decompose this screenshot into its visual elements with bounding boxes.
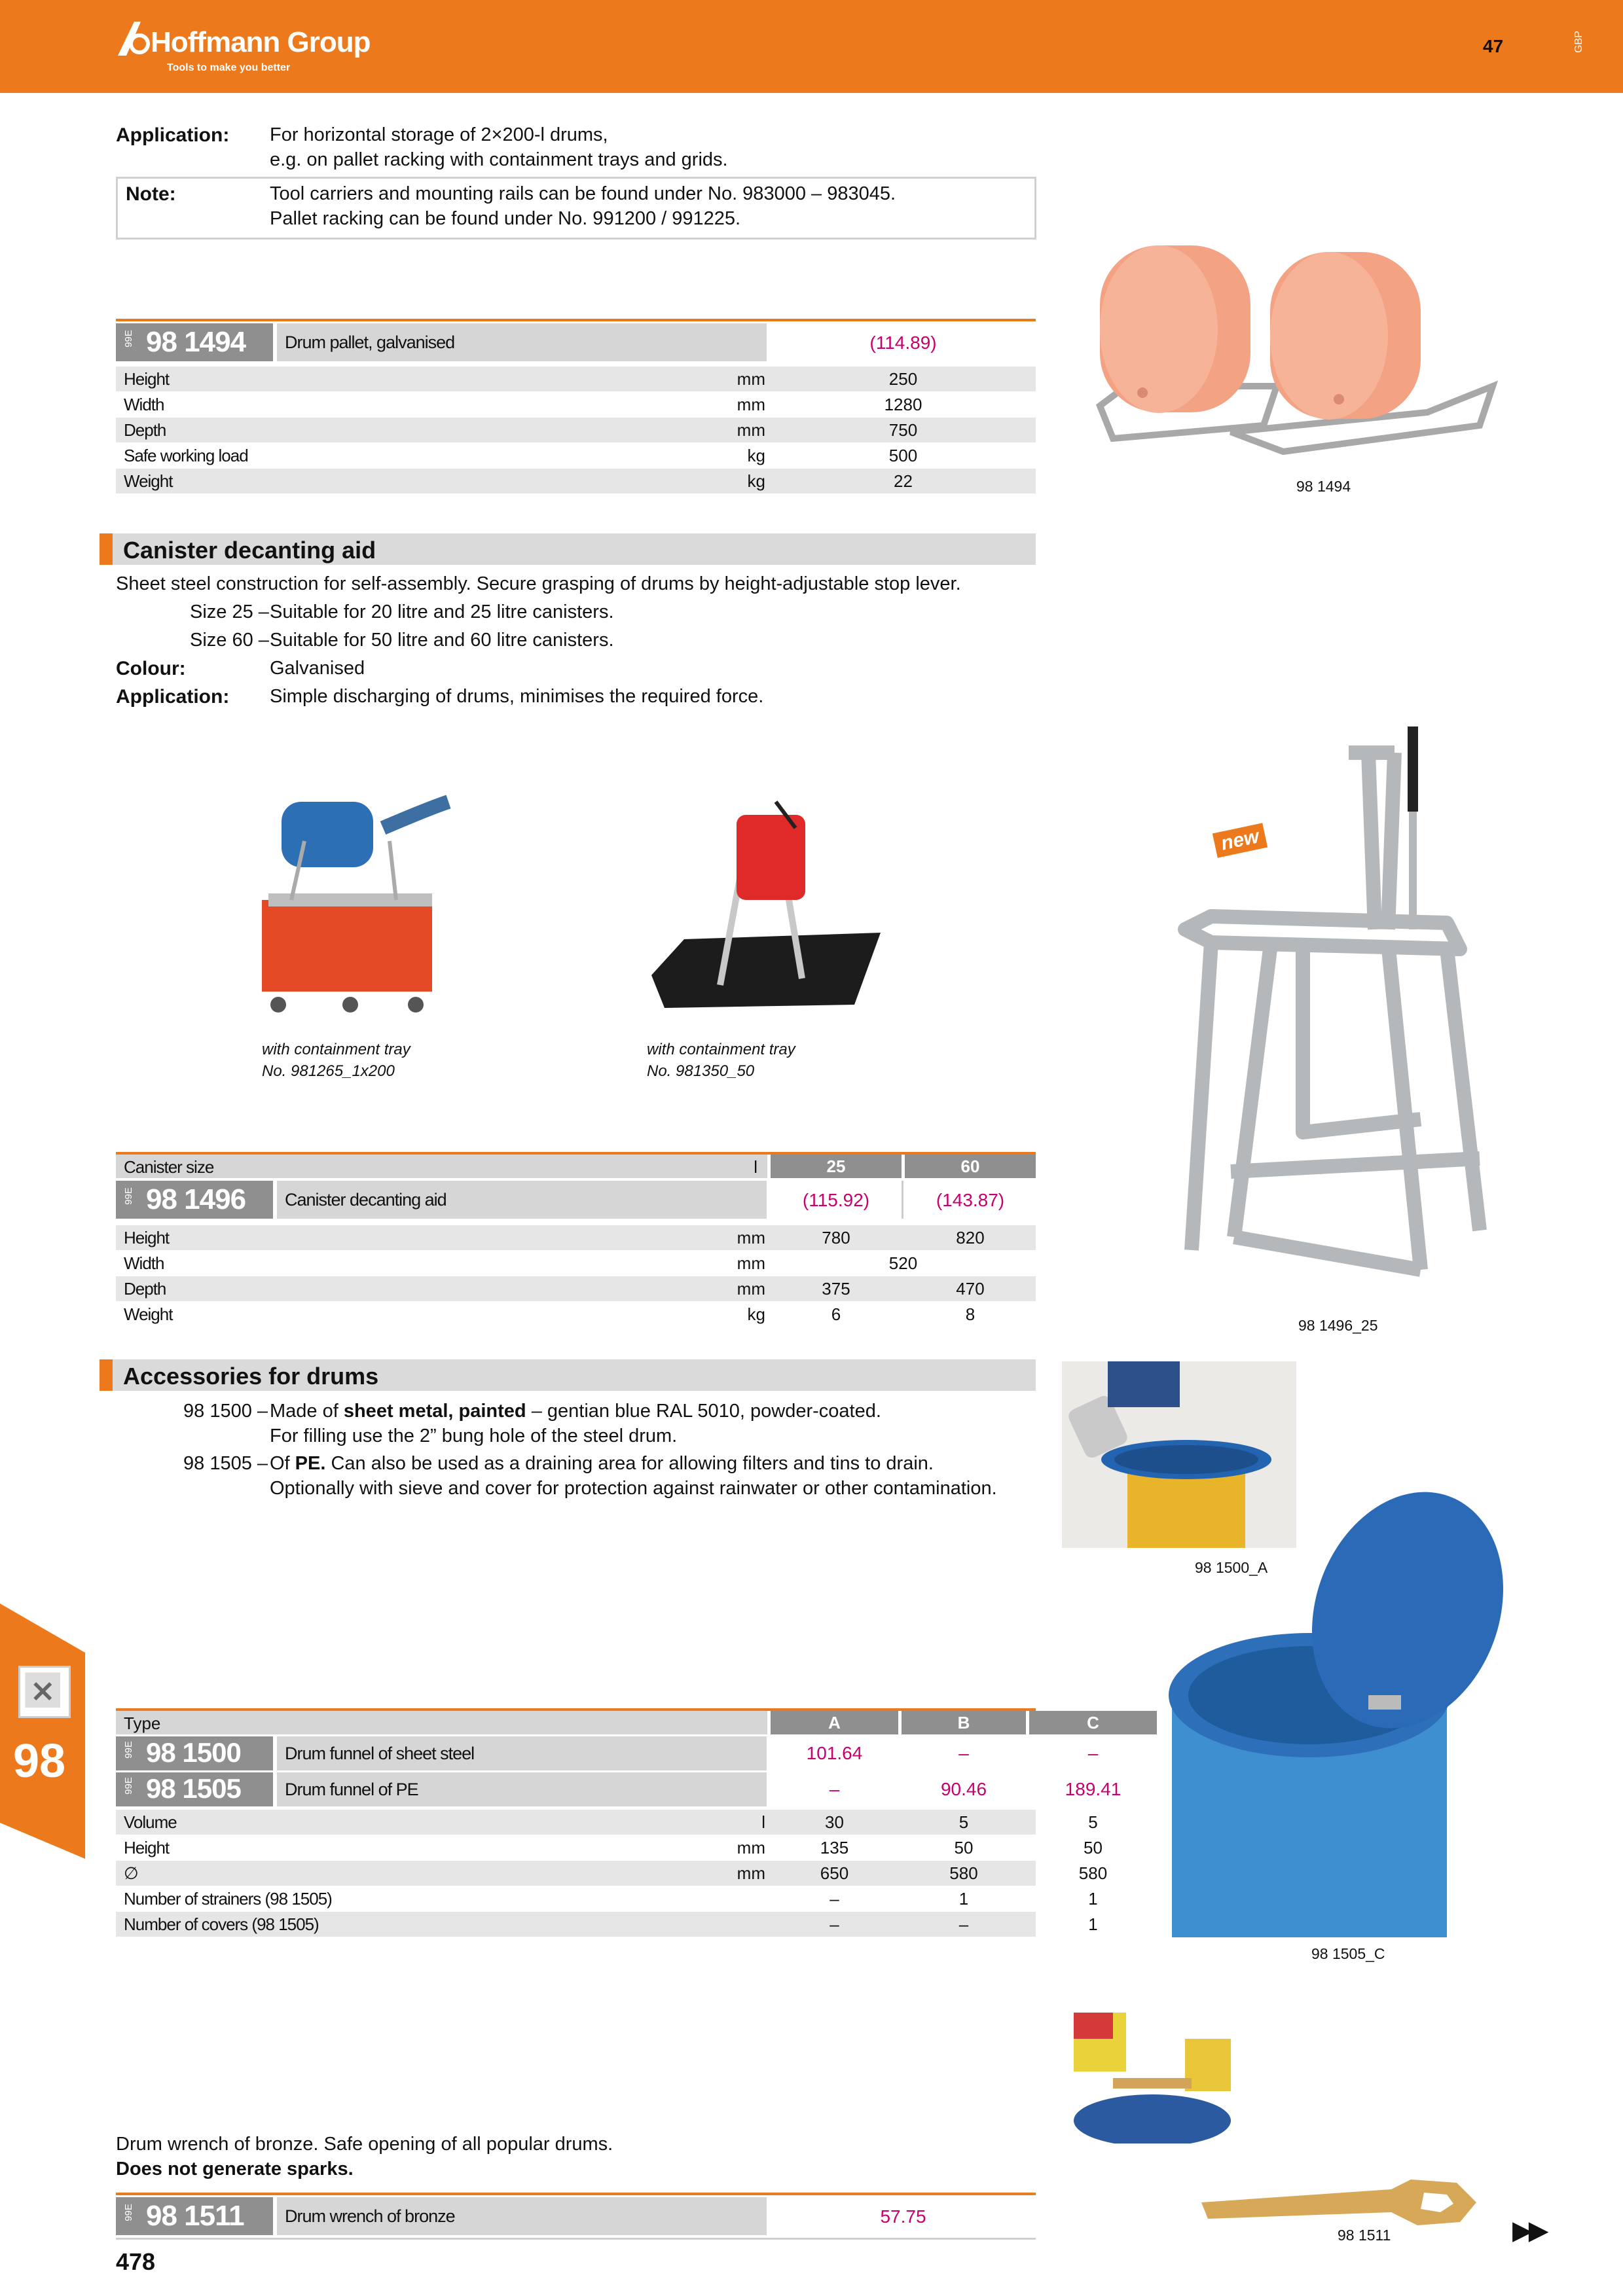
size60-label: Size 60 –: [190, 630, 269, 651]
spec-name: Number of strainers (98 1505): [124, 1889, 332, 1909]
price-60: (143.87): [936, 1190, 1005, 1210]
brand-tagline: Tools to make you better: [167, 62, 291, 73]
photo2-caption-line1: with containment tray: [647, 1041, 795, 1058]
spec-value: 750: [888, 420, 918, 440]
photo2-caption-line2: No. 981350_50: [647, 1062, 755, 1080]
chapter-icon-box: [18, 1666, 71, 1718]
article-number: 98 1500: [146, 1737, 241, 1768]
canister-size-row: [116, 1155, 1036, 1178]
chapter-tab: [0, 1604, 88, 1859]
price-a: –: [829, 1779, 840, 1799]
article-prefix: 99E: [122, 2204, 134, 2221]
section-title: Accessories for drums: [123, 1363, 379, 1390]
item1-text: [270, 1401, 881, 1422]
price: 57.75: [880, 2206, 926, 2227]
article-desc-text: Canister decanting aid: [285, 1190, 447, 1210]
type-row-bg: [116, 1711, 767, 1734]
image-caption-981494: 98 1494: [1296, 478, 1351, 495]
spec-unit: kg: [747, 1304, 765, 1324]
brand-name: Hoffmann Group: [151, 26, 371, 58]
hoffmann-logo-icon: [115, 16, 154, 62]
note-line2: Pallet racking can be found under No. 991200 / 991225.: [270, 208, 741, 229]
spec-value-c: 5: [1088, 1812, 1098, 1832]
canister-size-label: Canister size: [124, 1157, 214, 1177]
item2-bold: PE.: [295, 1453, 326, 1474]
article-description: [277, 1181, 767, 1219]
spec-name: Number of covers (98 1505): [124, 1914, 319, 1934]
wrench-desc-line2: Does not generate sparks.: [116, 2159, 354, 2179]
spec-name: Depth: [124, 1279, 166, 1299]
price-c: 189.41: [1065, 1779, 1122, 1799]
spec-unit: mm: [737, 395, 765, 414]
price-b: 90.46: [940, 1779, 987, 1799]
colour-value: Galvanised: [270, 658, 365, 679]
spec-value: 520: [888, 1253, 918, 1273]
price-25: (115.92): [802, 1190, 870, 1210]
image-caption-981505: 98 1505_C: [1311, 1945, 1385, 1962]
spec-name: Depth: [124, 420, 166, 440]
item1-line2: For filling use the 2” bung hole of the steel drum.: [270, 1426, 678, 1446]
spec-name: Height: [124, 1228, 170, 1247]
item2-number: 98 1505 –: [183, 1453, 268, 1474]
canister-size-unit: l: [754, 1157, 757, 1177]
spec-value-a: 650: [820, 1863, 849, 1883]
spec-unit: mm: [737, 369, 765, 389]
spec-unit: l: [761, 1812, 765, 1832]
new-badge: new: [1213, 823, 1268, 857]
type-col-a: A: [771, 1711, 898, 1734]
spec-value-25: 375: [822, 1279, 850, 1299]
price-a: 101.64: [806, 1743, 863, 1763]
size25-label: Size 25 –: [190, 601, 269, 622]
section-title: Canister decanting aid: [123, 537, 376, 564]
spec-unit: kg: [747, 471, 765, 491]
next-page-arrow[interactable]: ▶▶: [1512, 2216, 1545, 2245]
spec-row: [116, 443, 1036, 468]
colour-label: Colour:: [116, 658, 186, 679]
spec-value-c: 50: [1084, 1838, 1103, 1857]
article-number: 98 1496: [146, 1183, 246, 1215]
spec-value-c: 1: [1088, 1889, 1098, 1909]
section-accessories-for-drums: [100, 1359, 1036, 1391]
spec-value: 22: [894, 471, 913, 491]
type-label: Type: [124, 1713, 161, 1733]
currency-code: GBP: [1573, 31, 1584, 53]
table-top-rule-4: [116, 2193, 1036, 2195]
accessory-article-row: [116, 1772, 1122, 1806]
item2-text: [270, 1453, 934, 1475]
spec-value-a: 30: [825, 1812, 844, 1832]
spec-name: Weight: [124, 1304, 173, 1324]
photo-canister-aid-in-tray: [645, 789, 884, 1024]
item1-number: 98 1500 –: [183, 1401, 268, 1422]
photo1-caption-line1: with containment tray: [262, 1041, 410, 1058]
spec-row: [116, 1886, 1098, 1911]
spec-value-c: 580: [1078, 1863, 1108, 1883]
price-c: –: [1087, 1743, 1099, 1763]
type-col-c: C: [1029, 1711, 1157, 1734]
spec-value: 1280: [884, 395, 922, 414]
spec-unit: mm: [737, 1253, 765, 1273]
spec-value-60: 470: [956, 1279, 985, 1299]
table-top-rule: [116, 319, 1036, 321]
table-bottom-rule: [116, 2238, 1036, 2240]
spec-unit: mm: [737, 1838, 765, 1857]
spec-value-60: 8: [965, 1304, 976, 1324]
article-badge: [116, 323, 273, 361]
article-desc-text: Drum funnel of sheet steel: [285, 1744, 475, 1763]
storage-icon: [20, 1668, 69, 1716]
article-description: [277, 1736, 767, 1770]
spec-row: [116, 1861, 1108, 1886]
price: (114.89): [869, 332, 937, 353]
article-desc-text: Drum pallet, galvanised: [285, 332, 455, 352]
application-label-2: Application:: [116, 686, 230, 708]
spec-unit: mm: [737, 1863, 765, 1883]
spec-row: [116, 1912, 1098, 1937]
article-badge: [116, 2197, 273, 2235]
article-number: 98 1511: [146, 2200, 244, 2232]
photo1-caption-line2: No. 981265_1x200: [262, 1062, 395, 1080]
image-caption-981496: 98 1496_25: [1298, 1317, 1378, 1334]
photo-drum-wrench-in-use: [1074, 2013, 1234, 2144]
spec-name: ∅: [124, 1863, 138, 1883]
article-description: [277, 2197, 767, 2235]
article-prefix: 99E: [122, 1187, 134, 1205]
section-accent: [100, 1359, 113, 1391]
canister-decanting-aid-image: [1172, 713, 1525, 1302]
spec-row: [116, 1810, 1098, 1835]
price-b: –: [958, 1743, 969, 1763]
wrench-desc-line1: Drum wrench of bronze. Safe opening of all popular drums.: [116, 2134, 613, 2155]
spec-name: Volume: [124, 1812, 177, 1832]
spec-value-b: 580: [949, 1863, 978, 1883]
item2-post: Can also be used as a draining area for allowing filters and tins to drain.: [325, 1453, 934, 1474]
accessory-article-row: [116, 1736, 1099, 1770]
page-number: 478: [116, 2248, 156, 2275]
spec-value: 250: [888, 369, 918, 389]
spec-unit: mm: [737, 1228, 765, 1247]
application-line2: e.g. on pallet racking with containment trays and grids.: [270, 149, 728, 170]
item2-line2: Optionally with sieve and cover for protection against rainwater or other contamination.: [270, 1478, 997, 1499]
chapter-number: 98: [13, 1735, 66, 1787]
application-value-2: Simple discharging of drums, minimises the required force.: [270, 686, 764, 707]
section-accent: [100, 533, 113, 565]
spec-name: Width: [124, 1253, 164, 1273]
spec-value-b: –: [958, 1914, 969, 1934]
spec-row: [116, 1276, 1036, 1301]
spec-name: Height: [124, 369, 170, 389]
spec-value-b: 1: [958, 1889, 969, 1909]
article-desc-text: Drum funnel of PE: [285, 1780, 418, 1799]
column-divider: [902, 1181, 903, 1219]
item1-bold: sheet metal, painted: [343, 1401, 526, 1422]
spec-row: [116, 1302, 1036, 1327]
spec-value-25: 780: [822, 1228, 850, 1247]
spec-row: [116, 418, 1036, 442]
spec-row: [116, 469, 1036, 493]
spec-name: Height: [124, 1838, 170, 1857]
item1-post: – gentian blue RAL 5010, powder-coated.: [526, 1401, 881, 1422]
spec-value-a: 135: [820, 1838, 849, 1857]
spec-row: [116, 392, 1036, 417]
image-caption-981511: 98 1511: [1338, 2227, 1391, 2244]
type-row: [116, 1711, 1099, 1734]
size-col-25: 25: [771, 1155, 902, 1178]
spec-value-b: 5: [958, 1812, 969, 1832]
article-row-981496: [116, 1181, 1036, 1219]
spec-value-25: 6: [831, 1304, 841, 1324]
application-line1: For horizontal storage of 2×200-l drums,: [270, 124, 608, 145]
section-canister-decanting-aid: [100, 533, 1036, 565]
article-prefix: 99E: [122, 1741, 134, 1759]
spec-value: 500: [888, 446, 918, 465]
spec-name: Weight: [124, 471, 173, 491]
spec-row: [116, 1251, 1036, 1276]
photo-red-tray-with-drum: [252, 789, 462, 1024]
article-description: [277, 323, 767, 361]
article-row-981511: [116, 2197, 1036, 2235]
note-line1: Tool carriers and mounting rails can be found under No. 983000 – 983045.: [270, 183, 896, 204]
spec-value-a: –: [830, 1889, 839, 1909]
type-col-b: B: [902, 1711, 1026, 1734]
article-prefix: 99E: [122, 1777, 134, 1795]
photo-pe-funnel: [1152, 1479, 1512, 1937]
size60-text: Suitable for 50 litre and 60 litre canisters.: [270, 630, 614, 651]
spec-name: Width: [124, 395, 164, 414]
drum-pallet-image: [1087, 236, 1506, 497]
page-number-top: 47: [1483, 36, 1504, 56]
article-desc-text: Drum wrench of bronze: [285, 2206, 455, 2226]
article-badge: [116, 1772, 273, 1806]
spec-row: [116, 1225, 1036, 1250]
spec-value-b: 50: [954, 1838, 974, 1857]
article-row-981494: [116, 323, 1036, 361]
article-number: 98 1494: [146, 326, 246, 358]
spec-row: [116, 1835, 1103, 1860]
application-label: Application:: [116, 124, 230, 146]
image-caption-981500: 98 1500_A: [1195, 1559, 1268, 1576]
size25-text: Suitable for 20 litre and 25 litre canisters.: [270, 601, 614, 622]
article-description: [277, 1772, 767, 1806]
article-badge: [116, 1181, 273, 1219]
canister-desc: Sheet steel construction for self-assembly. Secure grasping of drums by height-adjustable stop lever.: [116, 573, 961, 594]
note-label: Note:: [126, 183, 176, 205]
spec-value-a: –: [830, 1914, 839, 1934]
spec-unit: mm: [737, 420, 765, 440]
spec-value-60: 820: [956, 1228, 985, 1247]
article-number: 98 1505: [146, 1773, 241, 1804]
spec-name: Safe working load: [124, 446, 248, 465]
article-badge: [116, 1736, 273, 1770]
size-col-60: 60: [905, 1155, 1036, 1178]
spec-unit: mm: [737, 1279, 765, 1299]
article-prefix: 99E: [122, 330, 134, 348]
spec-value-c: 1: [1088, 1914, 1098, 1934]
item2-pre: Of: [270, 1453, 295, 1474]
spec-unit: kg: [747, 446, 765, 465]
spec-row: [116, 367, 1036, 391]
item1-pre: Made of: [270, 1401, 344, 1422]
